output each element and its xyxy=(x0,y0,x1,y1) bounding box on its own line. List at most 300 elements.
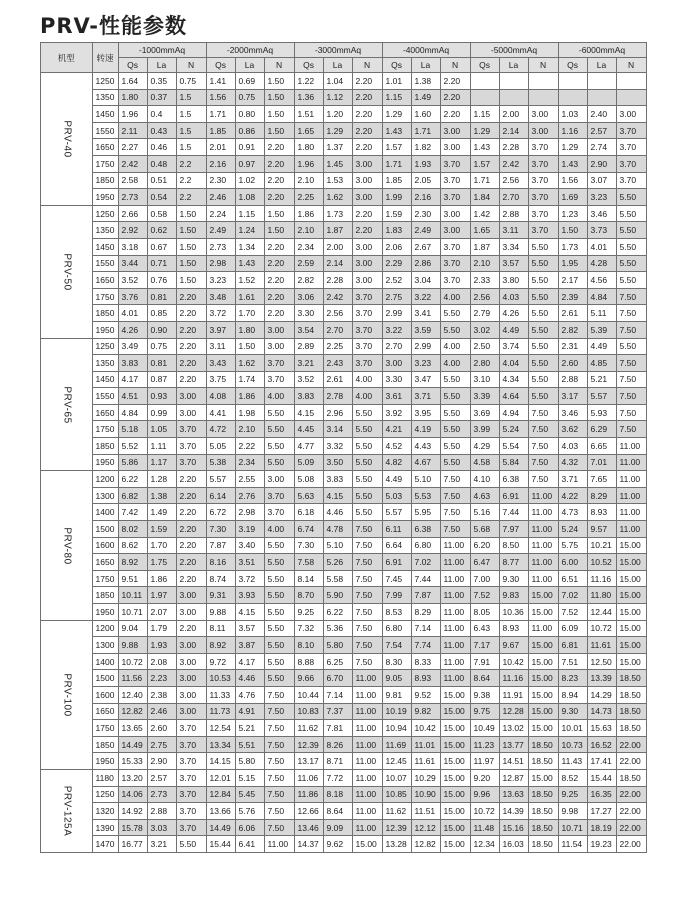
value-cell: 3.18 xyxy=(118,238,147,255)
value-cell: 9.51 xyxy=(118,570,147,587)
speed-cell: 1550 xyxy=(92,122,118,139)
value-cell: 5.50 xyxy=(264,570,294,587)
value-cell: 3.52 xyxy=(118,272,147,289)
value-cell: 1.70 xyxy=(235,305,264,322)
value-cell: 11.16 xyxy=(499,670,528,687)
value-cell: 2.10 xyxy=(470,255,499,272)
value-cell: 0.67 xyxy=(147,238,176,255)
speed-cell: 1500 xyxy=(92,521,118,538)
value-cell: 9.57 xyxy=(587,521,616,538)
value-cell: 5.58 xyxy=(323,570,352,587)
value-cell: 1.79 xyxy=(147,620,176,637)
value-cell: 0.62 xyxy=(147,222,176,239)
speed-cell: 1390 xyxy=(92,819,118,836)
value-cell: 0.86 xyxy=(235,122,264,139)
value-cell: 5.50 xyxy=(616,238,646,255)
value-cell: 3.70 xyxy=(440,272,470,289)
value-cell: 5.50 xyxy=(528,288,558,305)
value-cell: 10.01 xyxy=(558,720,587,737)
value-cell: 11.00 xyxy=(528,570,558,587)
value-cell: 3.44 xyxy=(118,255,147,272)
value-cell: 4.08 xyxy=(206,388,235,405)
header-sub-qs: Qs xyxy=(558,58,587,73)
value-cell: 14.06 xyxy=(118,786,147,803)
value-cell: 11.43 xyxy=(558,753,587,770)
value-cell: 3.70 xyxy=(528,222,558,239)
value-cell: 11.00 xyxy=(352,803,382,820)
value-cell: 2.08 xyxy=(147,653,176,670)
value-cell: 15.00 xyxy=(440,703,470,720)
value-cell: 9.88 xyxy=(206,604,235,621)
value-cell: 14.49 xyxy=(206,819,235,836)
value-cell: 3.00 xyxy=(616,106,646,123)
value-cell: 1.64 xyxy=(118,73,147,90)
value-cell: 7.50 xyxy=(616,421,646,438)
value-cell: 5.50 xyxy=(264,537,294,554)
value-cell: 5.10 xyxy=(411,471,440,488)
value-cell: 1.5 xyxy=(176,122,206,139)
value-cell: 8.18 xyxy=(323,786,352,803)
value-cell: 1.59 xyxy=(147,521,176,538)
value-cell: 6.74 xyxy=(294,521,323,538)
value-cell: 4.82 xyxy=(382,454,411,471)
value-cell: 22.00 xyxy=(616,803,646,820)
value-cell: 10.71 xyxy=(118,604,147,621)
header-pressure: -1000mmAq xyxy=(118,43,206,58)
value-cell: 4.34 xyxy=(499,371,528,388)
value-cell: 9.25 xyxy=(294,604,323,621)
value-cell: 2.82 xyxy=(558,321,587,338)
value-cell: 1.50 xyxy=(264,106,294,123)
table-row xyxy=(41,106,647,123)
value-cell: 1.43 xyxy=(558,155,587,172)
speed-cell: 1500 xyxy=(92,670,118,687)
value-cell: 4.21 xyxy=(382,421,411,438)
value-cell: 5.50 xyxy=(440,305,470,322)
value-cell: 13.39 xyxy=(587,670,616,687)
value-cell: 4.51 xyxy=(118,388,147,405)
value-cell: 7.50 xyxy=(440,504,470,521)
value-cell: 0.37 xyxy=(147,89,176,106)
value-cell: 7.50 xyxy=(528,421,558,438)
value-cell xyxy=(499,89,528,106)
model-cell xyxy=(41,338,93,471)
value-cell: 1.12 xyxy=(323,89,352,106)
value-cell: 3.74 xyxy=(499,338,528,355)
value-cell: 22.00 xyxy=(616,786,646,803)
value-cell: 5.50 xyxy=(528,388,558,405)
value-cell: 1.16 xyxy=(558,122,587,139)
value-cell: 3.07 xyxy=(587,172,616,189)
table-row xyxy=(41,637,647,654)
value-cell: 3.72 xyxy=(206,305,235,322)
table-row xyxy=(41,371,647,388)
value-cell: 9.05 xyxy=(382,670,411,687)
value-cell: 5.36 xyxy=(323,620,352,637)
value-cell: 2.89 xyxy=(294,338,323,355)
model-label: PRV-80 xyxy=(61,527,73,565)
value-cell: 1.80 xyxy=(118,89,147,106)
value-cell: 1.85 xyxy=(206,122,235,139)
value-cell: 1.71 xyxy=(470,172,499,189)
value-cell: 2.99 xyxy=(411,338,440,355)
value-cell: 18.50 xyxy=(528,819,558,836)
value-cell: 2.20 xyxy=(264,305,294,322)
value-cell: 1.93 xyxy=(411,155,440,172)
value-cell: 3.02 xyxy=(470,321,499,338)
value-cell: 2.92 xyxy=(118,222,147,239)
value-cell: 9.75 xyxy=(470,703,499,720)
value-cell: 2.29 xyxy=(382,255,411,272)
value-cell: 7.50 xyxy=(352,521,382,538)
speed-cell: 1750 xyxy=(92,720,118,737)
value-cell: 2.20 xyxy=(176,554,206,571)
value-cell: 3.21 xyxy=(147,836,176,853)
value-cell: 2.24 xyxy=(206,205,235,222)
table-row xyxy=(41,537,647,554)
model-cell xyxy=(41,205,93,338)
value-cell: 3.40 xyxy=(235,537,264,554)
speed-cell: 1350 xyxy=(92,89,118,106)
value-cell: 6.20 xyxy=(470,537,499,554)
value-cell xyxy=(528,73,558,90)
table-row xyxy=(41,321,647,338)
value-cell: 12.50 xyxy=(587,653,616,670)
value-cell: 2.60 xyxy=(147,720,176,737)
value-cell: 2.99 xyxy=(382,305,411,322)
value-cell: 2.06 xyxy=(382,238,411,255)
value-cell: 10.53 xyxy=(206,670,235,687)
value-cell: 3.70 xyxy=(352,355,382,372)
value-cell: 7.50 xyxy=(352,604,382,621)
speed-cell: 1600 xyxy=(92,686,118,703)
value-cell: 12.28 xyxy=(499,703,528,720)
value-cell: 3.23 xyxy=(206,272,235,289)
value-cell: 2.34 xyxy=(294,238,323,255)
value-cell: 5.50 xyxy=(528,321,558,338)
value-cell: 2.20 xyxy=(176,305,206,322)
value-cell: 7.50 xyxy=(440,471,470,488)
value-cell: 3.00 xyxy=(176,637,206,654)
value-cell: 1.56 xyxy=(206,89,235,106)
value-cell: 15.00 xyxy=(528,769,558,786)
header-sub-la: La xyxy=(411,58,440,73)
value-cell: 10.42 xyxy=(499,653,528,670)
value-cell: 2.55 xyxy=(235,471,264,488)
value-cell: 12.44 xyxy=(587,604,616,621)
value-cell: 8.02 xyxy=(118,521,147,538)
value-cell: 7.32 xyxy=(294,620,323,637)
value-cell: 9.62 xyxy=(323,836,352,853)
value-cell: 3.70 xyxy=(352,338,382,355)
value-cell: 3.70 xyxy=(176,769,206,786)
value-cell: 5.18 xyxy=(118,421,147,438)
value-cell: 11.00 xyxy=(352,703,382,720)
value-cell: 22.00 xyxy=(616,836,646,853)
value-cell: 0.85 xyxy=(147,305,176,322)
table-row xyxy=(41,587,647,604)
value-cell: 8.50 xyxy=(499,537,528,554)
value-cell: 11.00 xyxy=(440,620,470,637)
value-cell: 10.71 xyxy=(558,819,587,836)
value-cell: 5.50 xyxy=(616,205,646,222)
value-cell: 5.24 xyxy=(499,421,528,438)
value-cell: 4.45 xyxy=(294,421,323,438)
value-cell: 3.00 xyxy=(382,355,411,372)
value-cell: 11.23 xyxy=(470,736,499,753)
table-row xyxy=(41,288,647,305)
value-cell: 7.50 xyxy=(264,686,294,703)
header-sub-qs: Qs xyxy=(470,58,499,73)
value-cell: 2.49 xyxy=(411,222,440,239)
value-cell: 1.29 xyxy=(470,122,499,139)
value-cell: 4.28 xyxy=(587,255,616,272)
value-cell: 4.00 xyxy=(352,388,382,405)
value-cell: 0.99 xyxy=(147,404,176,421)
value-cell: 2.20 xyxy=(176,537,206,554)
value-cell xyxy=(558,73,587,90)
value-cell: 5.05 xyxy=(206,438,235,455)
value-cell: 7.50 xyxy=(264,803,294,820)
value-cell: 12.39 xyxy=(382,819,411,836)
value-cell: 3.70 xyxy=(528,172,558,189)
value-cell: 10.44 xyxy=(294,686,323,703)
value-cell: 5.45 xyxy=(235,786,264,803)
value-cell: 3.03 xyxy=(147,819,176,836)
speed-cell: 1950 xyxy=(92,753,118,770)
value-cell: 9.31 xyxy=(206,587,235,604)
value-cell: 15.00 xyxy=(440,720,470,737)
value-cell: 10.73 xyxy=(558,736,587,753)
value-cell: 2.70 xyxy=(323,321,352,338)
value-cell: 16.03 xyxy=(499,836,528,853)
value-cell: 3.22 xyxy=(382,321,411,338)
value-cell: 11.00 xyxy=(440,554,470,571)
value-cell: 2.05 xyxy=(411,172,440,189)
value-cell: 5.50 xyxy=(264,421,294,438)
value-cell: 4.91 xyxy=(235,703,264,720)
value-cell: 1.87 xyxy=(470,238,499,255)
value-cell: 2.75 xyxy=(147,736,176,753)
value-cell: 3.70 xyxy=(176,454,206,471)
value-cell: 6.22 xyxy=(118,471,147,488)
value-cell xyxy=(616,89,646,106)
value-cell: 5.21 xyxy=(235,720,264,737)
speed-cell: 1650 xyxy=(92,554,118,571)
value-cell: 4.78 xyxy=(323,521,352,538)
value-cell: 1.43 xyxy=(382,122,411,139)
value-cell: 7.50 xyxy=(616,288,646,305)
value-cell: 2.20 xyxy=(176,288,206,305)
value-cell: 7.50 xyxy=(440,487,470,504)
value-cell: 11.00 xyxy=(352,670,382,687)
value-cell: 11.00 xyxy=(440,570,470,587)
value-cell: 3.93 xyxy=(235,587,264,604)
value-cell: 2.20 xyxy=(264,272,294,289)
speed-cell: 1450 xyxy=(92,106,118,123)
value-cell: 2.43 xyxy=(323,355,352,372)
speed-cell: 1950 xyxy=(92,604,118,621)
speed-cell: 1470 xyxy=(92,836,118,853)
value-cell: 2.20 xyxy=(352,205,382,222)
value-cell: 7.72 xyxy=(323,769,352,786)
value-cell: 2.78 xyxy=(323,388,352,405)
value-cell: 1.98 xyxy=(235,404,264,421)
value-cell: 5.90 xyxy=(323,587,352,604)
value-cell: 9.96 xyxy=(470,786,499,803)
value-cell: 11.00 xyxy=(616,471,646,488)
value-cell: 12.82 xyxy=(118,703,147,720)
value-cell: 2.20 xyxy=(352,122,382,139)
model-cell xyxy=(41,73,93,206)
value-cell: 11.00 xyxy=(528,521,558,538)
value-cell: 1.50 xyxy=(558,222,587,239)
value-cell: 2.39 xyxy=(558,288,587,305)
value-cell: 7.51 xyxy=(558,653,587,670)
value-cell: 12.34 xyxy=(470,836,499,853)
value-cell: 5.95 xyxy=(411,504,440,521)
value-cell: 7.50 xyxy=(528,438,558,455)
table-row xyxy=(41,73,647,90)
value-cell: 15.44 xyxy=(587,769,616,786)
value-cell: 19.23 xyxy=(587,836,616,853)
value-cell: 5.50 xyxy=(264,454,294,471)
value-cell: 0.71 xyxy=(147,255,176,272)
value-cell: 18.50 xyxy=(616,769,646,786)
value-cell: 4.00 xyxy=(440,355,470,372)
value-cell: 11.00 xyxy=(440,604,470,621)
value-cell: 4.49 xyxy=(499,321,528,338)
table-row xyxy=(41,653,647,670)
speed-cell: 1450 xyxy=(92,371,118,388)
value-cell: 11.00 xyxy=(528,504,558,521)
value-cell: 2.46 xyxy=(147,703,176,720)
value-cell: 2.20 xyxy=(352,139,382,156)
value-cell: 18.50 xyxy=(616,686,646,703)
value-cell: 3.71 xyxy=(411,388,440,405)
value-cell: 1.50 xyxy=(176,238,206,255)
value-cell: 1.37 xyxy=(323,139,352,156)
speed-cell: 1550 xyxy=(92,255,118,272)
value-cell: 3.83 xyxy=(323,471,352,488)
value-cell: 3.43 xyxy=(206,355,235,372)
value-cell: 11.00 xyxy=(440,587,470,604)
value-cell: 9.82 xyxy=(411,703,440,720)
value-cell: 1.96 xyxy=(294,155,323,172)
value-cell: 5.50 xyxy=(528,238,558,255)
value-cell: 1.24 xyxy=(235,222,264,239)
value-cell: 11.97 xyxy=(470,753,499,770)
value-cell: 0.76 xyxy=(147,272,176,289)
value-cell: 5.50 xyxy=(528,338,558,355)
value-cell: 2.20 xyxy=(264,255,294,272)
value-cell: 2.14 xyxy=(499,122,528,139)
table-row xyxy=(41,703,647,720)
value-cell: 3.57 xyxy=(499,255,528,272)
header-sub-la: La xyxy=(235,58,264,73)
table-row xyxy=(41,736,647,753)
value-cell: 3.51 xyxy=(235,554,264,571)
value-cell: 5.84 xyxy=(499,454,528,471)
value-cell: 11.48 xyxy=(470,819,499,836)
header-model: 机型 xyxy=(41,43,93,73)
speed-cell: 1600 xyxy=(92,537,118,554)
value-cell: 11.91 xyxy=(499,686,528,703)
value-cell: 11.00 xyxy=(616,438,646,455)
value-cell: 4.26 xyxy=(499,305,528,322)
table-row xyxy=(41,205,647,222)
value-cell: 17.27 xyxy=(587,803,616,820)
value-cell: 2.57 xyxy=(147,769,176,786)
value-cell: 1.93 xyxy=(147,637,176,654)
value-cell: 11.62 xyxy=(294,720,323,737)
value-cell: 3.00 xyxy=(352,255,382,272)
value-cell: 7.50 xyxy=(352,570,382,587)
value-cell: 2.2 xyxy=(176,155,206,172)
value-cell: 18.50 xyxy=(616,670,646,687)
value-cell: 2.31 xyxy=(558,338,587,355)
value-cell: 13.02 xyxy=(499,720,528,737)
value-cell xyxy=(470,89,499,106)
value-cell: 3.70 xyxy=(176,786,206,803)
value-cell: 1.82 xyxy=(411,139,440,156)
value-cell xyxy=(587,73,616,90)
value-cell: 2.40 xyxy=(587,106,616,123)
value-cell: 2.28 xyxy=(499,139,528,156)
header-pressure: -5000mmAq xyxy=(470,43,558,58)
value-cell: 2.01 xyxy=(206,139,235,156)
value-cell: 1.86 xyxy=(147,570,176,587)
value-cell: 1.04 xyxy=(323,73,352,90)
value-cell: 5.50 xyxy=(264,604,294,621)
value-cell: 5.50 xyxy=(352,404,382,421)
value-cell xyxy=(470,73,499,90)
speed-cell: 1850 xyxy=(92,736,118,753)
value-cell: 3.71 xyxy=(558,471,587,488)
value-cell: 3.70 xyxy=(440,172,470,189)
value-cell: 1.69 xyxy=(558,189,587,206)
value-cell: 3.70 xyxy=(176,720,206,737)
value-cell: 12.84 xyxy=(206,786,235,803)
value-cell: 18.19 xyxy=(587,819,616,836)
value-cell xyxy=(528,89,558,106)
value-cell: 3.70 xyxy=(176,736,206,753)
value-cell: 18.50 xyxy=(616,703,646,720)
value-cell: 8.29 xyxy=(587,487,616,504)
value-cell: 10.07 xyxy=(382,769,411,786)
value-cell: 1.57 xyxy=(382,139,411,156)
value-cell: 5.09 xyxy=(294,454,323,471)
value-cell: 15.00 xyxy=(616,570,646,587)
value-cell: 4.04 xyxy=(499,355,528,372)
value-cell: 9.98 xyxy=(558,803,587,820)
value-cell: 2.88 xyxy=(147,803,176,820)
value-cell: 10.29 xyxy=(411,769,440,786)
value-cell: 1.99 xyxy=(382,189,411,206)
value-cell: 15.00 xyxy=(616,604,646,621)
value-cell: 7.50 xyxy=(352,637,382,654)
value-cell: 3.75 xyxy=(206,371,235,388)
value-cell: 3.70 xyxy=(440,189,470,206)
value-cell: 5.50 xyxy=(528,371,558,388)
value-cell: 5.50 xyxy=(616,222,646,239)
value-cell: 12.39 xyxy=(294,736,323,753)
header-pressure: -3000mmAq xyxy=(294,43,382,58)
value-cell: 5.26 xyxy=(323,554,352,571)
value-cell: 3.00 xyxy=(176,604,206,621)
header-sub-n: N xyxy=(616,58,646,73)
value-cell: 5.50 xyxy=(264,554,294,571)
